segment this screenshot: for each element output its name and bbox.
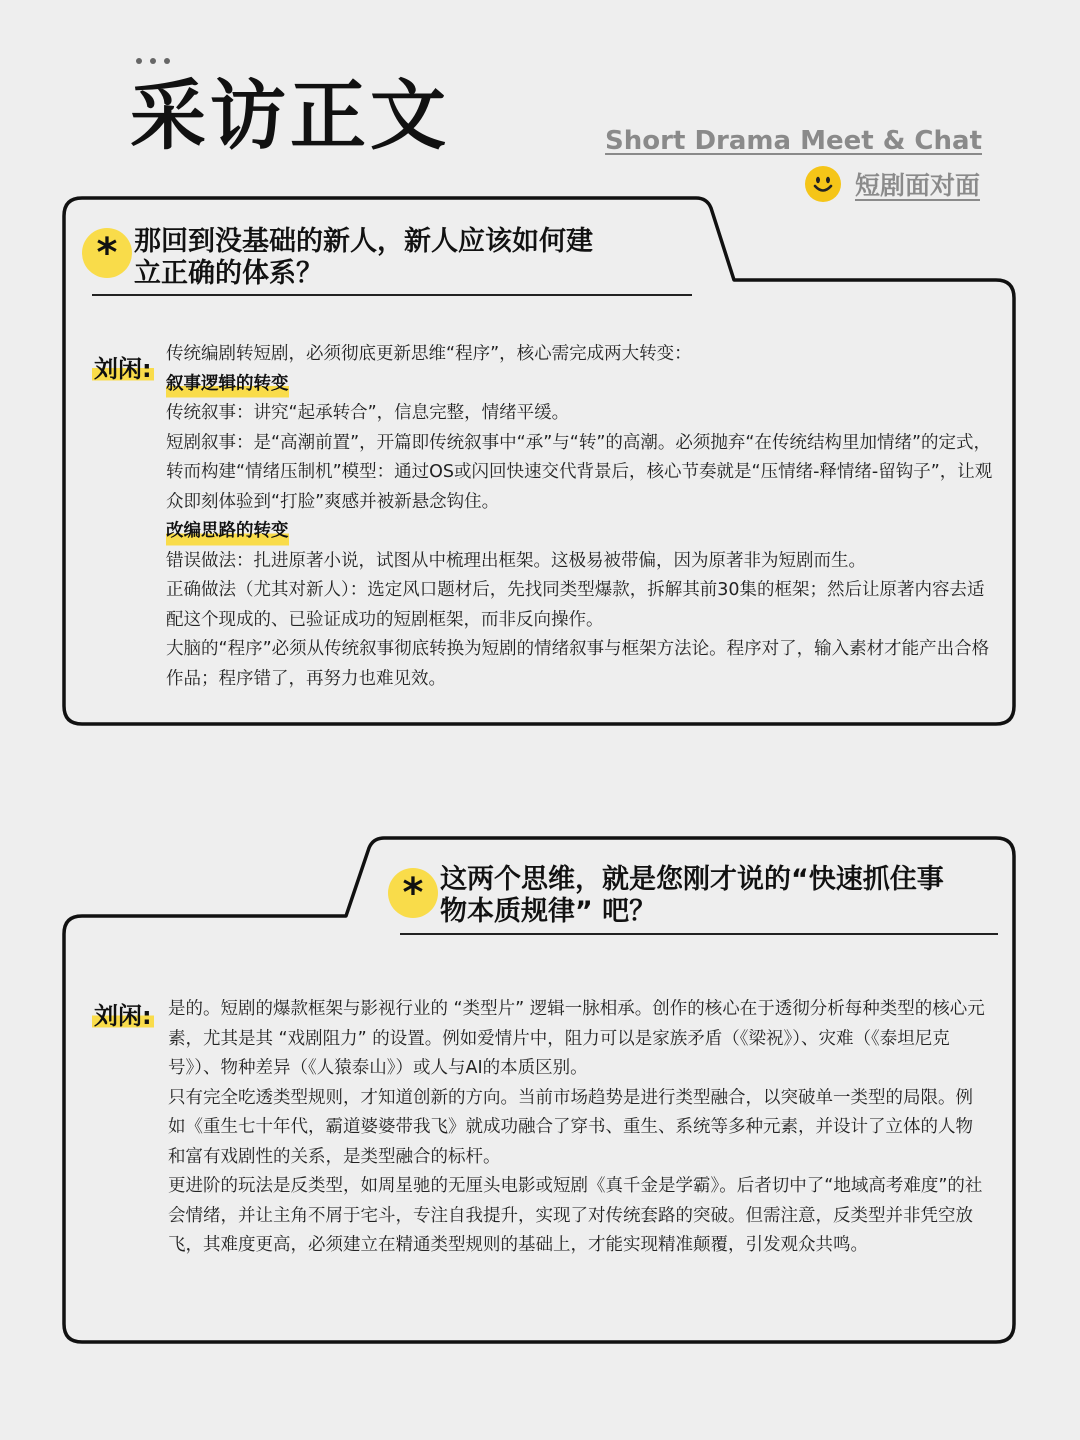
answer-paragraph: 传统编剧转短剧，必须彻底更新思维“程序”，核心需完成两大转变：	[166, 344, 692, 364]
answer-subheading	[166, 517, 996, 547]
brand-chinese-name: 短剧面对面	[854, 171, 980, 200]
card-1-question: 那回到没基础的新人，新人应该如何建 立正确的体系？	[134, 226, 593, 289]
card-1-answer	[166, 340, 996, 694]
card-1-asterisk-icon: *	[82, 228, 132, 278]
card-2-speaker: 刘闲:	[92, 996, 154, 1031]
answer-paragraph: 是的。短剧的爆款框架与影视行业的 “类型片” 逻辑一脉相承。创作的核心在于透彻分析每种类型的核心元素，尤其是其 “戏剧阻力” 的设置。例如爱情片中，阻力可以是家族矛盾（《梁祝》）、灾难（《泰坦尼克号》）、物种差异（《人猿泰山》）或人与AI的本质区别。	[168, 999, 985, 1078]
card-2-question: 这两个思维，就是您刚才说的“快速抓住事 物本质规律” 吧？	[440, 864, 944, 927]
card-1-question-underline	[92, 294, 692, 296]
answer-paragraph: 只有完全吃透类型规则，才知道创新的方向。当前市场趋势是进行类型融合，以突破单一类型的局限。例如《重生七十年代，霸道婆婆带我飞》就成功融合了穿书、重生、系统等多种元素，并设计了立体的人物和富有戏剧性的关系，是类型融合的标杆。	[168, 1087, 973, 1167]
answer-paragraph: 错误做法：扎进原著小说，试图从中梳理出框架。这极易被带偏，因为原著非为短剧而生。	[166, 550, 866, 571]
card-2-asterisk-icon: *	[388, 868, 438, 918]
answer-subheading	[166, 370, 996, 400]
page-title: 采访正文	[130, 71, 450, 160]
answer-paragraph: 正确做法（尤其对新人）：选定风口题材后，先找同类型爆款，拆解其前30集的框架；然后让原著内容去适配这个现成的、已验证成功的短剧框架，而非反向操作。	[166, 580, 985, 630]
card-1-speaker: 刘闲:	[92, 349, 154, 384]
answer-paragraph: 大脑的“程序”必须从传统叙事彻底转换为短剧的情绪叙事与框架方法论。程序对了，输入素材才能产出合格作品；程序错了，再努力也难见效。	[166, 639, 990, 689]
answer-paragraph: 更进阶的玩法是反类型，如周星驰的无厘头电影或短剧《真千金是学霸》。后者切中了“地域高考难度”的社会情绪，并让主角不屑于宅斗，专注自我提升，实现了对传统套路的突破。但需注意，反类型并非凭空放飞，其难度更高，必须建立在精通类型规则的基础上，才能实现精准颠覆，引发观众共鸣。	[168, 1176, 983, 1255]
subheading-text: 改编思路的转变	[166, 517, 289, 547]
subheading-text: 叙事逻辑的转变	[166, 370, 289, 400]
answer-paragraph: 短剧叙事：是“高潮前置”，开篇即传统叙事中“承”与“转”的高潮。必须抛弃“在传统结构里加情绪”的定式，转而构建“情绪压制机”模型：通过OS或闪回快速交代背景后，核心节奏就是“压情绪-释情绪-留钩子”，让观众即刻体验到“打脸”爽感并被新悬念钩住。	[166, 432, 993, 512]
card-2-answer	[168, 995, 990, 1261]
answer-paragraph: 传统叙事：讲究“起承转合”，信息完整，情绪平缓。	[166, 403, 570, 423]
card-2-question-underline	[400, 933, 998, 935]
brand-english-name: Short Drama Meet & Chat	[605, 126, 982, 156]
